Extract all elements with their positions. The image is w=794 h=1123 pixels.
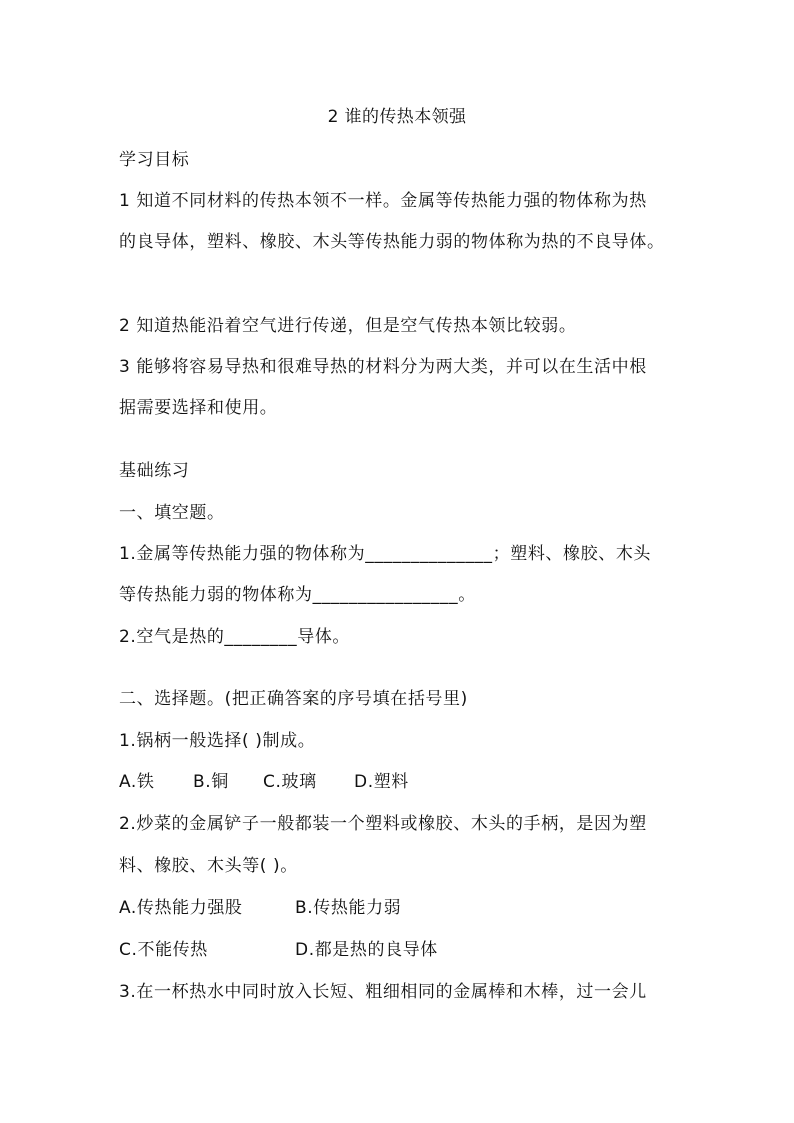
choice-question-2-options-row-1: [119, 897, 401, 919]
choice-question-2-line-2: 料、橡胶、木头等( )。: [119, 856, 298, 876]
objective-2: 2 知道热能沿着空气进行传递，但是空气传热本领比较弱。: [119, 316, 577, 336]
option-a: A.铁: [119, 772, 155, 792]
page-title: 2 谁的传热本领强: [327, 107, 467, 127]
option-d: D.塑料: [354, 772, 409, 792]
choice-question-2-line-1: 2.炒菜的金属铲子一般都装一个塑料或橡胶、木头的手柄，是因为塑: [119, 814, 647, 834]
option-d: D.都是热的良导体: [295, 940, 438, 960]
option-c: C.不能传热: [119, 940, 208, 960]
fill-question-1-line-1: 1.金属等传热能力强的物体称为______________；塑料、橡胶、木头: [119, 544, 652, 564]
option-b: B.铜: [193, 772, 229, 792]
option-b: B.传热能力弱: [295, 898, 402, 918]
option-a: A.传热能力强股: [119, 898, 243, 918]
fill-question-1-line-2: 等传热能力弱的物体称为________________。: [119, 585, 476, 605]
choice-question-2-options-row-2: [119, 939, 438, 961]
choice-question-3-line-1: 3.在一杯热水中同时放入长短、粗细相同的金属棒和木棒，过一会儿: [119, 982, 647, 1002]
fill-blank-heading: 一、填空题。: [119, 503, 225, 523]
choice-question-1-options: [119, 771, 409, 793]
objective-3-line-1: 3 能够将容易导热和很难导热的材料分为两大类，并可以在生活中根: [119, 357, 647, 377]
objective-3-line-2: 据需要选择和使用。: [119, 398, 278, 418]
choice-question-1: 1.锅柄一般选择( )制成。: [119, 731, 316, 751]
objectives-heading: 学习目标: [119, 150, 190, 170]
objective-1-line-1: 1 知道不同材料的传热本领不一样。金属等传热能力强的物体称为热: [119, 191, 647, 211]
option-c: C.玻璃: [263, 772, 317, 792]
practice-heading: 基础练习: [119, 461, 190, 481]
choice-heading: 二、选择题。(把正确答案的序号填在括号里): [119, 689, 468, 709]
fill-question-2: 2.空气是热的________导体。: [119, 627, 351, 647]
objective-1-line-2: 的良导体，塑料、橡胶、木头等传热能力弱的物体称为热的不良导体。: [119, 232, 665, 252]
